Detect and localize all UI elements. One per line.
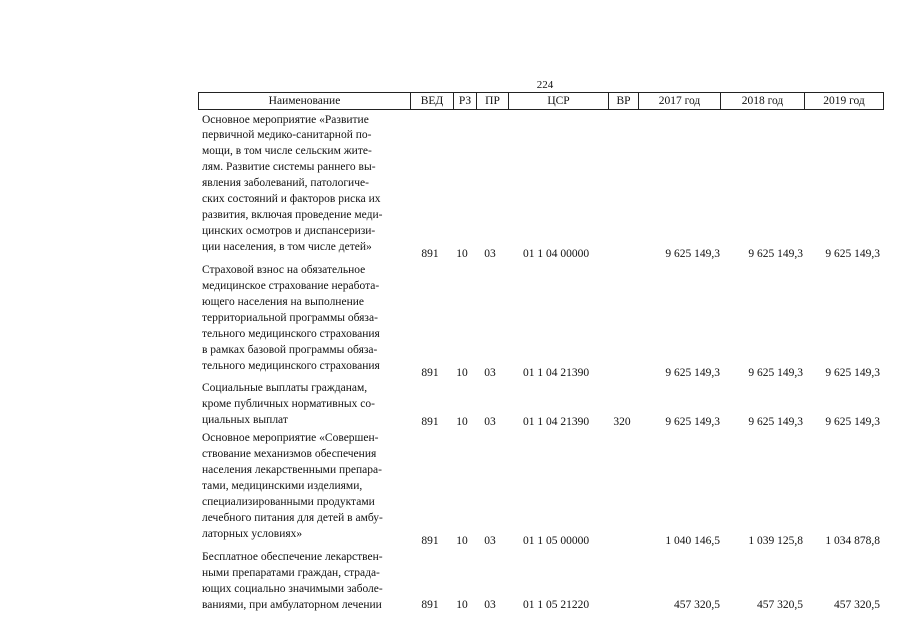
row-name-line: явления заболеваний, патологиче-	[202, 177, 369, 189]
cell-2019: 9 625 149,3	[825, 367, 880, 379]
row-name-line: мощи, в том числе сельским жите-	[202, 145, 372, 157]
column-header-2018: 2018 год	[720, 93, 804, 109]
row-name-line: ции населения, в том числе детей»	[202, 241, 372, 253]
cell-rz: 10	[456, 535, 468, 547]
cell-2019: 457 320,5	[834, 599, 880, 611]
row-name-line: в рамках базовой программы обяза-	[202, 344, 378, 356]
cell-2017: 9 625 149,3	[665, 367, 720, 379]
column-header-ved: ВЕД	[410, 93, 453, 109]
cell-2018: 9 625 149,3	[748, 416, 803, 428]
cell-pr: 03	[484, 367, 496, 379]
row-name-line: ющего населения на выполнение	[202, 296, 364, 308]
cell-pr: 03	[484, 416, 496, 428]
row-name-line: специализированными продуктами	[202, 496, 375, 508]
row-name-line: территориальной программы обяза-	[202, 312, 378, 324]
cell-csr: 01 1 04 00000	[522, 248, 590, 260]
column-header-vr: ВР	[608, 93, 638, 109]
row-name-line: лечебного питания для детей в амбу-	[202, 512, 383, 524]
row-name-line: тельного медицинского страхования	[202, 328, 380, 340]
cell-pr: 03	[484, 535, 496, 547]
row-name-line: тельного медицинского страхования	[202, 360, 380, 372]
cell-csr: 01 1 04 21390	[522, 367, 590, 379]
column-header-csr: ЦСР	[508, 93, 608, 109]
cell-ved: 891	[421, 416, 439, 428]
column-header-2019: 2019 год	[804, 93, 883, 109]
cell-2017: 1 040 146,5	[665, 535, 720, 547]
row-name-line: Страховой взнос на обязательное	[202, 264, 366, 276]
row-name-line: медицинское страхование неработа-	[202, 280, 380, 292]
row-name-line: первичной медико-санитарной по-	[202, 129, 372, 141]
row-name-line: Бесплатное обеспечение лекарствен-	[202, 551, 383, 563]
row-name-line: ствование механизмов обеспечения	[202, 448, 377, 460]
cell-csr: 01 1 05 00000	[522, 535, 590, 547]
cell-ved: 891	[421, 599, 439, 611]
cell-ved: 891	[421, 535, 439, 547]
row-name-line: ющих социально значимыми заболе-	[202, 583, 383, 595]
column-header-2017: 2017 год	[638, 93, 720, 109]
row-name-line: Социальные выплаты гражданам,	[202, 382, 368, 394]
cell-2019: 1 034 878,8	[825, 535, 880, 547]
cell-pr: 03	[484, 248, 496, 260]
row-name-line: лям. Развитие системы раннего вы-	[202, 161, 376, 173]
row-name-line: Основное мероприятие «Развитие	[202, 114, 369, 126]
row-name-line: ских состояний и факторов риска их	[202, 193, 381, 205]
table-header	[198, 92, 884, 110]
cell-vr: 320	[613, 416, 631, 428]
page-number: 224	[536, 79, 554, 91]
column-header-name: Наименование	[268, 95, 341, 107]
row-name-line: цинских осмотров и диспансеризи-	[202, 225, 376, 237]
cell-2017: 457 320,5	[674, 599, 720, 611]
cell-rz: 10	[456, 248, 468, 260]
column-header-pr: ПР	[476, 93, 508, 109]
cell-2018: 1 039 125,8	[748, 535, 803, 547]
cell-2017: 9 625 149,3	[665, 416, 720, 428]
cell-csr: 01 1 05 21220	[522, 599, 590, 611]
cell-pr: 03	[484, 599, 496, 611]
cell-rz: 10	[456, 416, 468, 428]
row-name-line: ными препаратами граждан, страда-	[202, 567, 380, 579]
row-name-line: латорных условиях»	[202, 528, 303, 540]
row-name-line: тами, медицинскими изделиями,	[202, 480, 363, 492]
cell-2017: 9 625 149,3	[665, 248, 720, 260]
cell-csr: 01 1 04 21390	[522, 416, 590, 428]
row-name-line: развития, включая проведение меди-	[202, 209, 383, 221]
cell-rz: 10	[456, 599, 468, 611]
cell-2018: 457 320,5	[757, 599, 803, 611]
cell-2019: 9 625 149,3	[825, 248, 880, 260]
cell-2018: 9 625 149,3	[748, 367, 803, 379]
row-name-line: кроме публичных нормативных со-	[202, 398, 375, 410]
cell-2018: 9 625 149,3	[748, 248, 803, 260]
column-header-rz: РЗ	[453, 93, 476, 109]
cell-ved: 891	[421, 248, 439, 260]
row-name-line: населения лекарственными препара-	[202, 464, 382, 476]
cell-2019: 9 625 149,3	[825, 416, 880, 428]
row-name-line: ваниями, при амбулаторном лечении	[202, 599, 382, 611]
cell-rz: 10	[456, 367, 468, 379]
row-name-line: Основное мероприятие «Совершен-	[202, 432, 379, 444]
row-name-line: циальных выплат	[202, 414, 288, 426]
cell-ved: 891	[421, 367, 439, 379]
